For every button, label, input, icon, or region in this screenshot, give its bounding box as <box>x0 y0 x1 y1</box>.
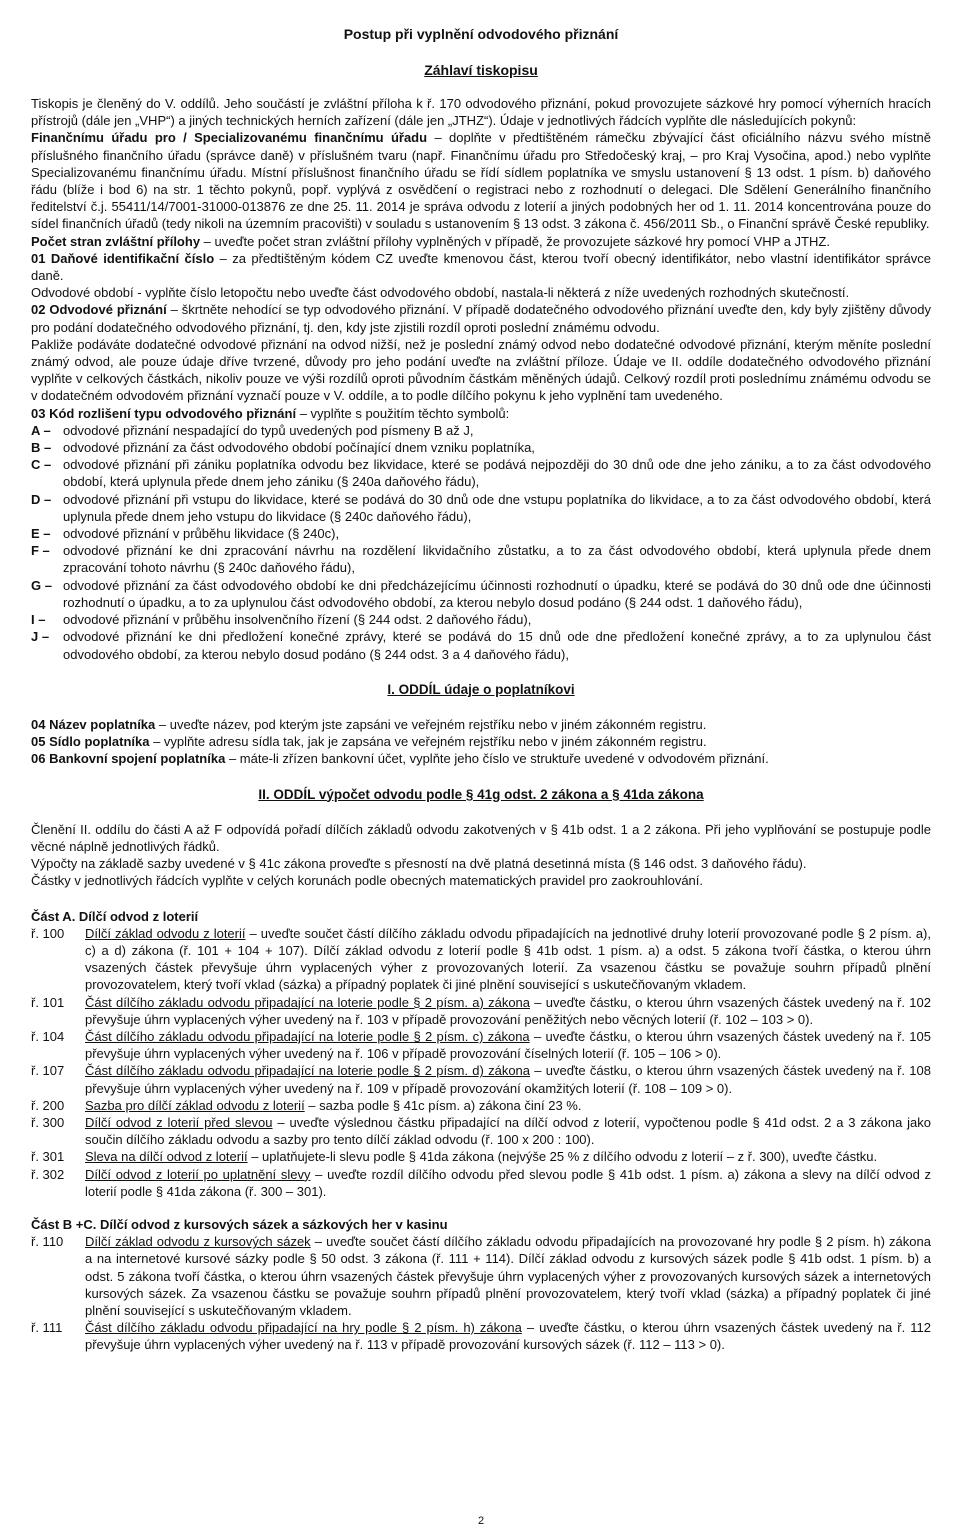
row-entry: ř. 302 Dílčí odvod z loterií po uplatnění slevy – uveďte rozdíl dílčího odvodu před slevou podle § 41b odst. 1 písm. a) zákona a slevy na dílčí odvod z loterií podle § 41da zákona (ř. 300 – 301). <box>31 1166 932 1199</box>
row-entry: ř. 107 Část dílčího základu odvodu připadající na loterie podle § 2 písm. d) zákona – uveďte částku, o kterou úhrn vsazených částek uvedený na ř. 108 převyšuje úhrn vyplacených výher uvedený na ř. 109 v případě provozování okamžitých loterií (ř. 108 – 109 > 0). <box>31 1063 931 1096</box>
section-heading-oddil-2: II. ODDÍL výpočet odvodu podle § 41g odst. 2 zákona a § 41da zákona <box>258 786 704 802</box>
row-entry: ř. 200 Sazba pro dílčí základ odvodu z loterií – sazba podle § 41c písm. a) zákona činí 23 %. <box>31 1097 582 1113</box>
dic-label: 01 Daňové identifikační číslo <box>31 250 215 266</box>
op-paragraph <box>31 301 931 335</box>
row-entry: ř. 111 Část dílčího základu odvodu připadající na hry podle § 2 písm. h) zákona – uveďte částku, o kterou úhrn vsazených částek uvedený na ř. 112 převyšuje úhrn vyplacených výher uvedený na ř. 113 v případě provozování kursových sázek (ř. 112 – 113 > 0). <box>31 1320 931 1353</box>
f04-paragraph: 04 Název poplatníka – uveďte název, pod kterým jste zapsáni ve veřejném rejstříku nebo v jiném zákonném registru. <box>31 716 707 732</box>
fu-text: – doplňte v předtištěném rámečku zbývající část oficiálního názvu svého místně příslušného finančního úřadu (správce daně) v příslušném tvaru (např. Finančnímu úřadu pro Středočeský kraj, – pro Kraj Vysočina, apod.) nebo vyplňte Specializovanému finančnímu úřadu. Místní příslušnost finančního úřadu se řídí sídlem poplatníka ve smyslu ustanovení § 13 odst. 1 písm. b) daňového řádu (blíže i bod 6) na str. 1 těchto pokynů, popř. vyplývá z osvědčení o registraci nebo z rozhodnutí o delegaci. Dle Sdělení Generálního finančního ředitelství č.j. 55411/14/7001-31000-013876 ze dne 25. 11. 2014 je správa odvodu z loterií a jiných podobných her od 1. 11. 2014 koncentrována pouze do sídel finančních úřadů (tedy nikoli na územním pracovišti) v souladu s ustanovením § 13 odst. 3 zákona č. 456/2011 Sb., o Finanční správě České republiky. <box>31 130 931 232</box>
intro-paragraph: Tiskopis je členěný do V. oddílů. Jeho součástí je zvláštní příloha k ř. 170 odvodového přiznání, pokud provozujete sázkové hry pomocí výherních hracích přístrojů (dále jen „VHP“) a jiných technických herních zařízení (dále jen „JTHZ“). Údaje v jednotlivých řádcích vyplňte dle následujících pokynů: <box>31 96 931 129</box>
list-item: J – odvodové přiznání ke dni předložení konečné zprávy, které se podává do 15 dnů ode dne předložení konečné zprávy, a to za uplynulou část odvodového období, za kterou nebylo dosud podáno (§ 244 odst. 3 a 4 daňového řádu), <box>31 629 931 662</box>
f06-label: 06 Bankovní spojení poplatníka <box>31 751 226 767</box>
part-b-heading: Část B +C. Dílčí odvod z kursových sázek a sázkových her v kasinu <box>31 1216 448 1232</box>
row-entry: ř. 300 Dílčí odvod z loterií před slevou – uveďte výslednou částku připadající na dílčí odvod z loterií, vypočtenou podle § 41d odst. 2 a 3 zákona jako součin dílčího základu odvodu a sazby pro tento dílčí základ odvodu (ř. 100 x 200 : 100). <box>31 1114 931 1148</box>
list-item: I – odvodové přiznání v průběhu insolvenčního řízení (§ 244 odst. 2 daňového řádu), <box>31 612 532 628</box>
part-b-rows <box>31 1233 931 1353</box>
symbol-list <box>31 422 931 663</box>
vypocty-paragraph: Výpočty na základě sazby uvedené v § 41c zákona proveďte s přesností na dvě platná desetinná místa (§ 146 odst. 3 daňového řádu). <box>31 856 807 872</box>
instructions-body <box>31 95 931 1354</box>
list-item: B – odvodové přiznání za část odvodového období počínající dnem vzniku poplatníka, <box>31 440 535 456</box>
dic-paragraph <box>31 250 931 284</box>
fu-paragraph <box>31 129 931 232</box>
row-entry: ř. 101 Část dílčího základu odvodu připadající na loterie podle § 2 písm. a) zákona – uveďte částku, o kterou úhrn vsazených částek uvedený na ř. 102 převyšuje úhrn vyplacených výher uvedený na ř. 103 v případě provozování peněžitých nebo věcných loterií (ř. 102 – 103 > 0). <box>31 994 931 1027</box>
f04-label: 04 Název poplatníka <box>31 716 156 732</box>
castky-paragraph: Částky v jednotlivých řádcích vyplňte v celých korunách podle obecných matematických pravidel pro zaokrouhlování. <box>31 873 704 889</box>
f06-paragraph: 06 Bankovní spojení poplatníka – máte-li zřízen bankovní účet, vyplňte jeho číslo ve struktuře uvedené v odvodovém přiznání. <box>31 751 769 767</box>
pocet-text: – uveďte počet stran zvláštní přílohy vyplněných v případě, že provozujete sázkové hry pomocí VHP a JTHZ. <box>200 233 830 249</box>
fu-label: Finančnímu úřadu pro / Specializovanému finančnímu úřadu <box>31 130 428 146</box>
part-a-rows <box>31 925 931 1200</box>
clen-paragraph: Členění II. oddílu do části A až F odpovídá pořadí dílčích základů odvodu zakotvených v § 41b odst. 1 a 2 zákona. Při jeho vyplňování se postupuje podle věcné náplně jednotlivých řádků. <box>31 821 931 854</box>
op-label: 02 Odvodové přiznání <box>31 302 167 318</box>
list-item: D – odvodové přiznání při vstupu do likvidace, které se podává do 30 dnů ode dne vstupu poplatníka do likvidace, a to za část odvodového období, která uplynula přede dnem jeho vstupu do likvidace (§ 240c daňového řádu), <box>31 491 931 524</box>
section-heading-zahlavi: Záhlaví tiskopisu <box>424 62 538 78</box>
list-item: A – odvodové přiznání nespadající do typů uvedených pod písmeny B až J, <box>31 422 474 438</box>
row-entry: ř. 301 Sleva na dílčí odvod z loterií – uplatňujete-li slevu podle § 41da zákona (nejvýše 25 % z dílčího odvodu z loterií – z ř. 300), uveďte částku. <box>31 1149 878 1165</box>
row-entry: ř. 104 Část dílčího základu odvodu připadající na loterie podle § 2 písm. c) zákona – uveďte částku, o kterou úhrn vsazených částek uvedený na ř. 105 převyšuje úhrn vyplacených výher uvedený na ř. 106 v případě provozování číselných loterií (ř. 105 – 106 > 0). <box>31 1028 931 1062</box>
f05-paragraph: 05 Sídlo poplatníka – vyplňte adresu sídla tak, jak je zapsána ve veřejném rejstříku nebo v jiném zákonném registru. <box>31 734 707 750</box>
f05-label: 05 Sídlo poplatníka <box>31 734 150 750</box>
page-number: 2 <box>477 1515 485 1527</box>
pocet-label: Počet stran zvláštní přílohy <box>31 233 201 249</box>
pakli-paragraph: Pakliže podáváte dodatečné odvodové přiznání na odvod nižší, než je poslední známý odvod nebo dodatečné odvodové přiznání, kterým měníte poslední známý odvod, ale pouze údaje dříve tvrzené, důvody pro jeho podání uveďte na zvláštní příloze. Údaje ve II. oddíle dodatečného odvodového přiznání vyplňte v celkových částkách, nikoliv pouze ve výši rozdílů oproti původním částkám měněných údajů. Celkový rozdíl proti poslednímu známému odvodu se v dodatečném odvodovém přiznání vyznačí pouze v V. oddíle, a to podle dílčího pokynu k jeho vyplnění tam uvedeného. <box>31 336 931 404</box>
part-a-heading: Část A. Dílčí odvod z loterií <box>31 908 199 924</box>
dic-text: – za předtištěným kódem CZ uveďte kmenovou část, kterou tvoří obecný identifikátor, nebo vlastní identifikátor správce daně. <box>31 250 931 284</box>
row-entry: ř. 100 Dílčí základ odvodu z loterií – uveďte součet částí dílčího základu odvodu připadajících na jednotlivé druhy loterií provozované podle § 2 písm. a), c) a d) zákona (ř. 101 + 104 + 107). Dílčí základ odvodu z loterií podle § 41b odst. 1 písm. a) a odst. 5 zákona tvoří částka, o kterou úhrn vsazených částek převyšuje úhrn vyplacených výher z provozovaných loterií. Za vsazenou částku se považuje souhrn případů plnění provozovatelem, který tvoří vklad (sázka) a případný poplatek či jiné plnění související s uskutečňovaným vkladem. <box>31 925 931 993</box>
list-item: G – odvodové přiznání za část odvodového období ke dni předcházejícímu účinnosti rozhodnutí o úpadku, které se podává do 30 dnů ode dne účinnosti rozhodnutí o úpadku, a to za uplynulou část odvodového období, za kterou nebylo dosud podáno (§ 244 odst. 1 daňového řádu), <box>31 577 931 610</box>
kod-label: 03 Kód rozlišení typu odvodového přiznání <box>31 405 297 421</box>
kod-text: – vyplňte s použitím těchto symbolů: <box>296 405 510 421</box>
row-entry: ř. 110 Dílčí základ odvodu z kursových sázek – uveďte součet částí dílčího základu odvodu připadajících na provozované hry podle § 2 písm. h) zákona a na internetové kursové sázky podle § 50 odst. 3 zákona (ř. 111 + 114). Dílčí základ odvodu z kursových sázek podle § 41b odst. 1 písm. b) a odst. 5 zákona tvoří částka, o kterou úhrn vsazených částek převyšuje úhrn vyplacených výher z provozovaných kursových sázek a internetových kursových sázek. Za vsazenou částku se považuje souhrn případů plnění provozovatelem, který tvoří vklad (sázka) a případný poplatek či jiné plnění související s uskutečňovaným vkladem. <box>31 1234 931 1318</box>
pocet-paragraph <box>31 233 931 250</box>
page-title: Postup při vyplnění odvodového přiznání <box>343 26 619 42</box>
kod-paragraph <box>31 405 931 422</box>
list-item: E – odvodové přiznání v průběhu likvidace (§ 240c), <box>31 526 340 542</box>
list-item: C – odvodové přiznání při zániku poplatníka odvodu bez likvidace, které se podává nejpozději do 30 dnů ode dne jeho zániku, a to za část odvodového období, která uplynula přede dnem jeho zániku (§ 240a daňového řádu), <box>31 457 931 490</box>
op-text: – škrtněte nehodící se typ odvodového přiznání. V případě dodatečného odvodového přiznání uveďte den, kdy byly zjištěny důvody pro podání dodatečného odvodového přiznání, tj. den, kdy jste zjistili rozdíl oproti poslední známému odvodu. <box>31 302 932 335</box>
obdobi-paragraph: Odvodové období - vyplňte číslo letopočtu nebo uveďte část odvodového období, nastala-li některá z níže uvedených rozhodných skutečností. <box>31 285 850 301</box>
list-item: F – odvodové přiznání ke dni zpracování návrhu na rozdělení likvidačního zůstatku, a to za část odvodového období, která uplynula přede dnem zpracování tohoto návrhu (§ 240c daňového řádu), <box>31 543 931 576</box>
section-heading-oddil-1: I. ODDÍL údaje o poplatníkovi <box>387 681 575 697</box>
